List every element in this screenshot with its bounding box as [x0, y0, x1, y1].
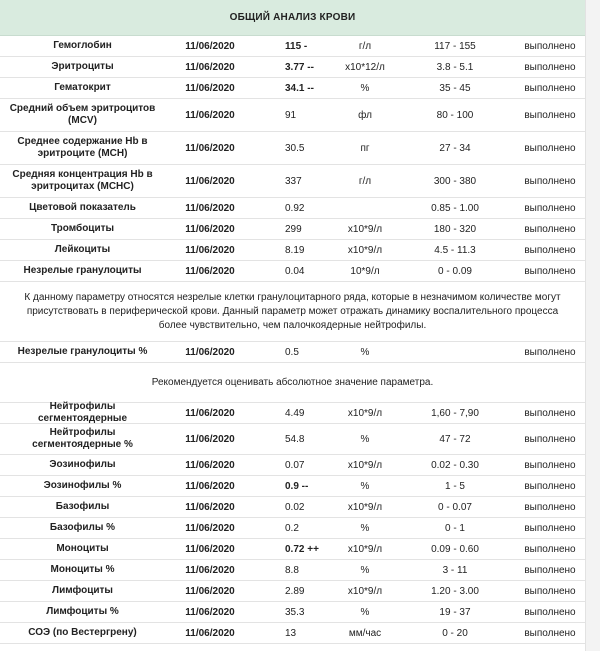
reference-range: 180 - 320: [433, 223, 477, 235]
test-value: 3.77 --: [285, 61, 314, 73]
test-status: выполнено: [524, 244, 576, 256]
test-value: 337: [285, 175, 302, 187]
test-date: 11/06/2020: [185, 244, 235, 256]
test-value: 34.1 --: [285, 82, 314, 94]
test-status: выполнено: [524, 40, 576, 52]
reference-range: 300 - 380: [433, 175, 477, 187]
test-value: 54.8: [285, 433, 305, 445]
test-status: выполнено: [524, 564, 576, 576]
test-unit: пг: [360, 142, 370, 154]
reference-range: 47 - 72: [439, 433, 471, 445]
test-unit: %: [360, 606, 370, 618]
test-date: 11/06/2020: [185, 407, 235, 419]
test-date: 11/06/2020: [185, 543, 235, 555]
test-status: выполнено: [524, 223, 576, 235]
test-name: Средняя концентрация Hb в эритроцитах (MCHC): [12, 168, 153, 192]
test-unit: [335, 198, 395, 218]
test-value: 91: [285, 109, 297, 121]
test-date: 11/06/2020: [185, 459, 235, 471]
table-row: [0, 240, 585, 261]
test-name: Средний объем эритроцитов (MCV): [9, 102, 156, 126]
test-date: 11/06/2020: [185, 265, 235, 277]
test-unit: x10*9/л: [347, 223, 383, 235]
test-status: выполнено: [524, 585, 576, 597]
table-row: [0, 342, 585, 363]
test-status: выполнено: [524, 142, 576, 154]
test-name: Эозинофилы: [49, 458, 116, 470]
reference-range: 0 - 1: [444, 522, 465, 534]
test-name: Базофилы: [55, 500, 110, 512]
test-value: 8.8: [285, 564, 299, 576]
test-status: выполнено: [524, 265, 576, 277]
test-unit: %: [360, 433, 370, 445]
test-value: 35.3: [285, 606, 305, 618]
test-date: 11/06/2020: [185, 501, 235, 513]
table-row: [0, 560, 585, 581]
reference-range: 0.09 - 0.60: [431, 543, 479, 555]
table-row: [0, 219, 585, 240]
table-row: [0, 623, 585, 644]
test-status: выполнено: [524, 175, 576, 187]
test-value: 0.2: [285, 522, 299, 534]
table-row: [0, 497, 585, 518]
test-value: 0.9 --: [285, 480, 309, 492]
test-name: Эозинофилы %: [43, 479, 122, 491]
table-row: [0, 602, 585, 623]
reference-range: 0.85 - 1.00: [431, 202, 479, 214]
test-unit: мм/час: [348, 627, 382, 639]
reference-range: 19 - 37: [439, 606, 471, 618]
test-unit: x10*9/л: [347, 407, 383, 419]
test-date: 11/06/2020: [185, 585, 235, 597]
reference-range: 4.5 - 11.3: [434, 244, 476, 256]
test-unit: %: [360, 522, 370, 534]
test-unit: x10*12/л: [345, 61, 385, 73]
test-date: 11/06/2020: [185, 175, 235, 187]
reference-range: 1,60 - 7,90: [431, 407, 479, 419]
table-row: [0, 476, 585, 497]
table-row: [0, 581, 585, 602]
test-unit: г/л: [358, 175, 372, 187]
test-unit: г/л: [358, 40, 372, 52]
reference-range: 0 - 0.09: [438, 265, 472, 277]
reference-range: 0.02 - 0.30: [431, 459, 479, 471]
test-name: Цветовой показатель: [29, 201, 136, 213]
test-name: Тромбоциты: [50, 222, 115, 234]
test-unit: 10*9/л: [350, 265, 380, 277]
reference-range: 80 - 100: [436, 109, 474, 121]
table-row: [0, 424, 585, 455]
test-name: Гематокрит: [54, 81, 111, 93]
table-row: [0, 57, 585, 78]
test-status: выполнено: [524, 433, 576, 445]
reference-range: 3.8 - 5.1: [436, 61, 474, 73]
test-name: Среднее содержание Hb в эритроците (MCH): [17, 135, 148, 159]
page-title: ОБЩИЙ АНАЛИЗ КРОВИ: [0, 0, 585, 36]
test-value: 30.5: [285, 142, 305, 154]
test-unit: x10*9/л: [347, 459, 383, 471]
test-value: 2.89: [285, 585, 305, 597]
test-value: 0.72 ++: [285, 543, 319, 555]
test-unit: %: [360, 480, 370, 492]
test-date: 11/06/2020: [185, 202, 235, 214]
test-status: выполнено: [524, 82, 576, 94]
test-value: 115 -: [285, 40, 308, 52]
test-status: выполнено: [524, 202, 576, 214]
test-name: Лимфоциты: [52, 584, 113, 596]
reference-range: 27 - 34: [439, 142, 471, 154]
test-status: выполнено: [524, 61, 576, 73]
test-value: 0.02: [285, 501, 305, 513]
note-text: Рекомендуется оценивать абсолютное значение параметра.: [0, 363, 585, 403]
test-date: 11/06/2020: [185, 82, 235, 94]
test-status: выполнено: [524, 627, 576, 639]
reference-range: 35 - 45: [439, 82, 471, 94]
test-unit: %: [360, 564, 370, 576]
test-date: 11/06/2020: [185, 61, 235, 73]
reference-range: [395, 342, 515, 362]
test-date: 11/06/2020: [185, 40, 235, 52]
test-value: 8.19: [285, 244, 305, 256]
test-date: 11/06/2020: [185, 109, 235, 121]
test-name: Нейтрофилы сегментоядерные: [37, 400, 128, 424]
test-date: 11/06/2020: [185, 346, 235, 358]
test-status: выполнено: [524, 459, 576, 471]
test-date: 11/06/2020: [185, 142, 235, 154]
test-name: Лимфоциты %: [46, 605, 119, 617]
test-date: 11/06/2020: [185, 564, 235, 576]
test-date: 11/06/2020: [185, 606, 235, 618]
table-row: [0, 99, 585, 132]
test-date: 11/06/2020: [185, 223, 235, 235]
table-row: [0, 78, 585, 99]
test-status: выполнено: [524, 501, 576, 513]
test-status: выполнено: [524, 522, 576, 534]
test-unit: x10*9/л: [347, 585, 383, 597]
test-name: СОЭ (по Вестергрену): [28, 626, 137, 638]
test-name: Базофилы %: [49, 521, 116, 533]
test-value: 4.49: [285, 407, 305, 419]
reference-range: 3 - 11: [442, 564, 468, 576]
test-date: 11/06/2020: [185, 522, 235, 534]
test-value: 0.07: [285, 459, 305, 471]
test-name: Эритроциты: [51, 60, 114, 72]
test-date: 11/06/2020: [185, 627, 235, 639]
test-name: Моноциты %: [50, 563, 115, 575]
table-row: [0, 198, 585, 219]
table-row: [0, 165, 585, 198]
table-row: [0, 400, 585, 424]
reference-range: 1.20 - 3.00: [431, 585, 479, 597]
test-status: выполнено: [524, 606, 576, 618]
test-value: 0.5: [285, 346, 299, 358]
reference-range: 1 - 5: [444, 480, 465, 492]
test-status: выполнено: [524, 480, 576, 492]
test-status: выполнено: [524, 109, 576, 121]
test-status: выполнено: [524, 407, 576, 419]
note-text: К данному параметру относятся незрелые клетки гранулоцитарного ряда, которые в незначимом количестве могут присутствовать в периферической крови. Данный параметр может отражать динамику воспалительного процесса более чувствительно, чем палочкоядерные нейтрофилы.: [0, 282, 585, 342]
test-date: 11/06/2020: [185, 480, 235, 492]
test-name: Незрелые гранулоциты %: [17, 345, 148, 357]
test-unit: x10*9/л: [347, 543, 383, 555]
test-unit: %: [360, 82, 370, 94]
test-name: Лейкоциты: [54, 243, 111, 255]
test-unit: x10*9/л: [347, 501, 383, 513]
test-name: Нейтрофилы сегментоядерные %: [32, 426, 133, 450]
table-row: [0, 132, 585, 165]
table-row: [0, 36, 585, 57]
reference-range: 0 - 0.07: [438, 501, 472, 513]
table-row: [0, 518, 585, 539]
table-row: [0, 455, 585, 476]
test-name: Незрелые гранулоциты: [23, 264, 142, 276]
test-name: Гемоглобин: [53, 39, 112, 51]
reference-range: 0 - 20: [442, 627, 468, 639]
test-value: 13: [285, 627, 297, 639]
test-status: выполнено: [524, 543, 576, 555]
test-unit: %: [360, 346, 370, 358]
test-value: 299: [285, 223, 302, 235]
test-value: 0.92: [285, 202, 305, 214]
test-status: выполнено: [524, 346, 576, 358]
test-value: 0.04: [285, 265, 305, 277]
test-date: 11/06/2020: [185, 433, 235, 445]
scrollbar[interactable]: [585, 0, 600, 651]
table-row: [0, 261, 585, 282]
reference-range: 117 - 155: [434, 40, 476, 52]
table-row: [0, 539, 585, 560]
test-name: Моноциты: [56, 542, 109, 554]
test-unit: x10*9/л: [347, 244, 383, 256]
test-unit: фл: [358, 109, 372, 121]
